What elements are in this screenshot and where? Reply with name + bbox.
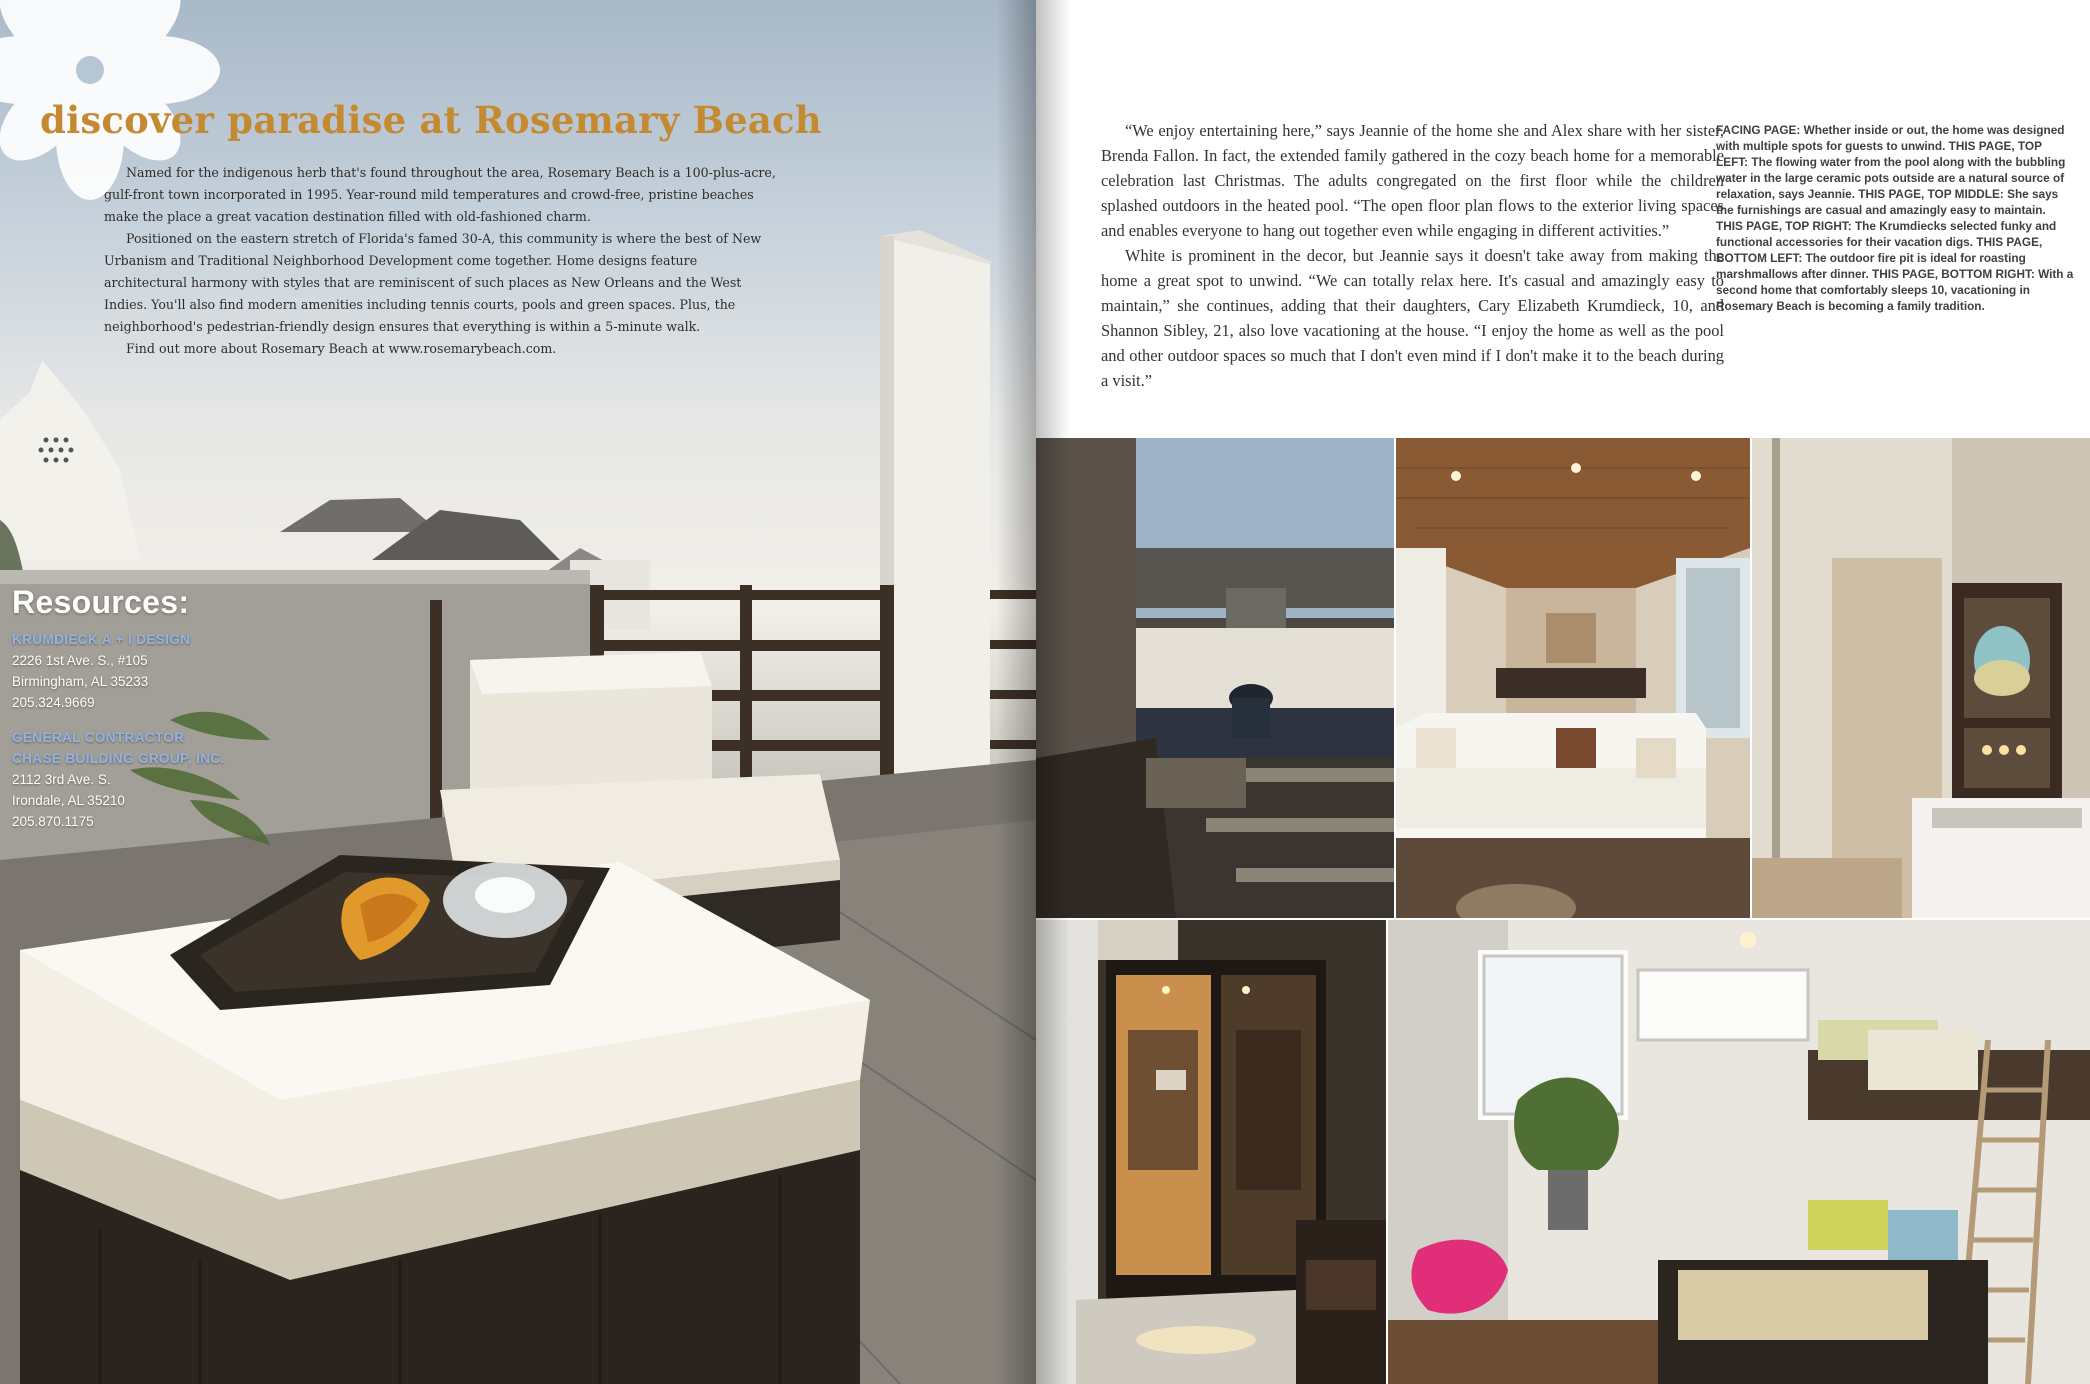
- left-page: [0, 0, 1036, 1384]
- article-body: [1101, 118, 1724, 393]
- designer-resource: [12, 629, 282, 713]
- photo-caption: FACING PAGE: Whether inside or out, the home was designed with multiple spots for guests to unwind. THIS PAGE, TOP LEFT: The flowing water from the pool along with the bubbling water in the large ceramic pots outside are a natural source of relaxation, says Jeannie. THIS PAGE, TOP MIDDLE: She says the furnishings are casual and amazingly easy to maintain. THIS PAGE, TOP RIGHT: The Krumdiecks selected funky and functional accessories for their vacation digs. THIS PAGE, BOTTOM LEFT: The outdoor fire pit is ideal for roasting marshmallows after dinner. THIS PAGE, BOTTOM RIGHT: With a second home that comfortably sleeps 10, vacationing in Rosemary Beach is becoming a family tradition.: [1716, 123, 2074, 313]
- contractor-role: GENERAL CONTRACTOR: [12, 730, 185, 745]
- contractor-address-line2: Irondale, AL 35210: [12, 793, 125, 808]
- designer-name: KRUMDIECK A + I DESIGN: [12, 632, 191, 647]
- bunk-room-photo: [1388, 920, 2090, 1384]
- body-paragraph: “We enjoy entertaining here,” says Jeannie of the home she and Alex share with her sister, Brenda Fallon. In fact, the extended family gathered in the cozy beach home for a memorable celebration last Christmas. The adults congregated on the first floor while the children splashed outdoors in the heated pool. “The open floor plan flows to the exterior living spaces and enables everyone to hang out together even while engaging in different activities.”: [1101, 121, 1724, 240]
- contractor-resource: [12, 727, 282, 832]
- intro-text: [104, 162, 784, 360]
- pool-photo: [1036, 438, 1394, 918]
- page-title: discover paradise at Rosemary Beach: [40, 98, 822, 142]
- right-page: [1036, 0, 2090, 1384]
- intro-paragraph: Named for the indigenous herb that's found throughout the area, Rosemary Beach is a 100-plus-acre, gulf-front town incorporated in 1995. Year-round mild temperatures and crowd-free, pristine beaches make the place a great vacation destination filled with old-fashioned charm.: [104, 165, 776, 224]
- designer-address-line1: 2226 1st Ave. S., #105: [12, 653, 148, 668]
- resources-box: [12, 584, 282, 846]
- body-paragraph: White is prominent in the decor, but Jeannie says it doesn't take away from making the home a great spot to unwind. “We can totally relax here. It's casual and amazingly easy to maintain,” she continues, adding that their daughters, Cary Elizabeth Krumdieck, 10, and Shannon Sibley, 21, also love vacationing at the house. “I enjoy the home as well as the pool and other outdoor spaces so much that I don't even mind if I don't make it to the beach during a visit.”: [1101, 246, 1724, 390]
- contractor-phone: 205.870.1175: [12, 814, 94, 829]
- designer-address-line2: Birmingham, AL 35233: [12, 674, 149, 689]
- gutter-shadow: [996, 0, 1036, 1384]
- resources-heading: Resources:: [12, 584, 190, 620]
- intro-paragraph: Positioned on the eastern stretch of Florida's famed 30-A, this community is where the best of New Urbanism and Traditional Neighborhood Development come together. Home designs feature architectural harmony with styles that are reminiscent of such places as New Orleans and the West Indies. You'll also find modern amenities including tennis courts, pools and green spaces. Plus, the neighborhood's pedestrian-friendly design ensures that everything is within a 5-minute walk.: [104, 231, 762, 334]
- fire-pit-photo: [1036, 920, 1386, 1384]
- intro-paragraph: Find out more about Rosemary Beach at www.rosemarybeach.com.: [126, 341, 557, 356]
- bathroom-photo: [1752, 438, 2090, 918]
- contractor-address-line1: 2112 3rd Ave. S.: [12, 772, 111, 787]
- contractor-name: CHASE BUILDING GROUP, INC.: [12, 751, 225, 766]
- gutter-shadow: [1036, 0, 1070, 1384]
- designer-phone: 205.324.9669: [12, 695, 95, 710]
- living-room-photo: [1396, 438, 1750, 918]
